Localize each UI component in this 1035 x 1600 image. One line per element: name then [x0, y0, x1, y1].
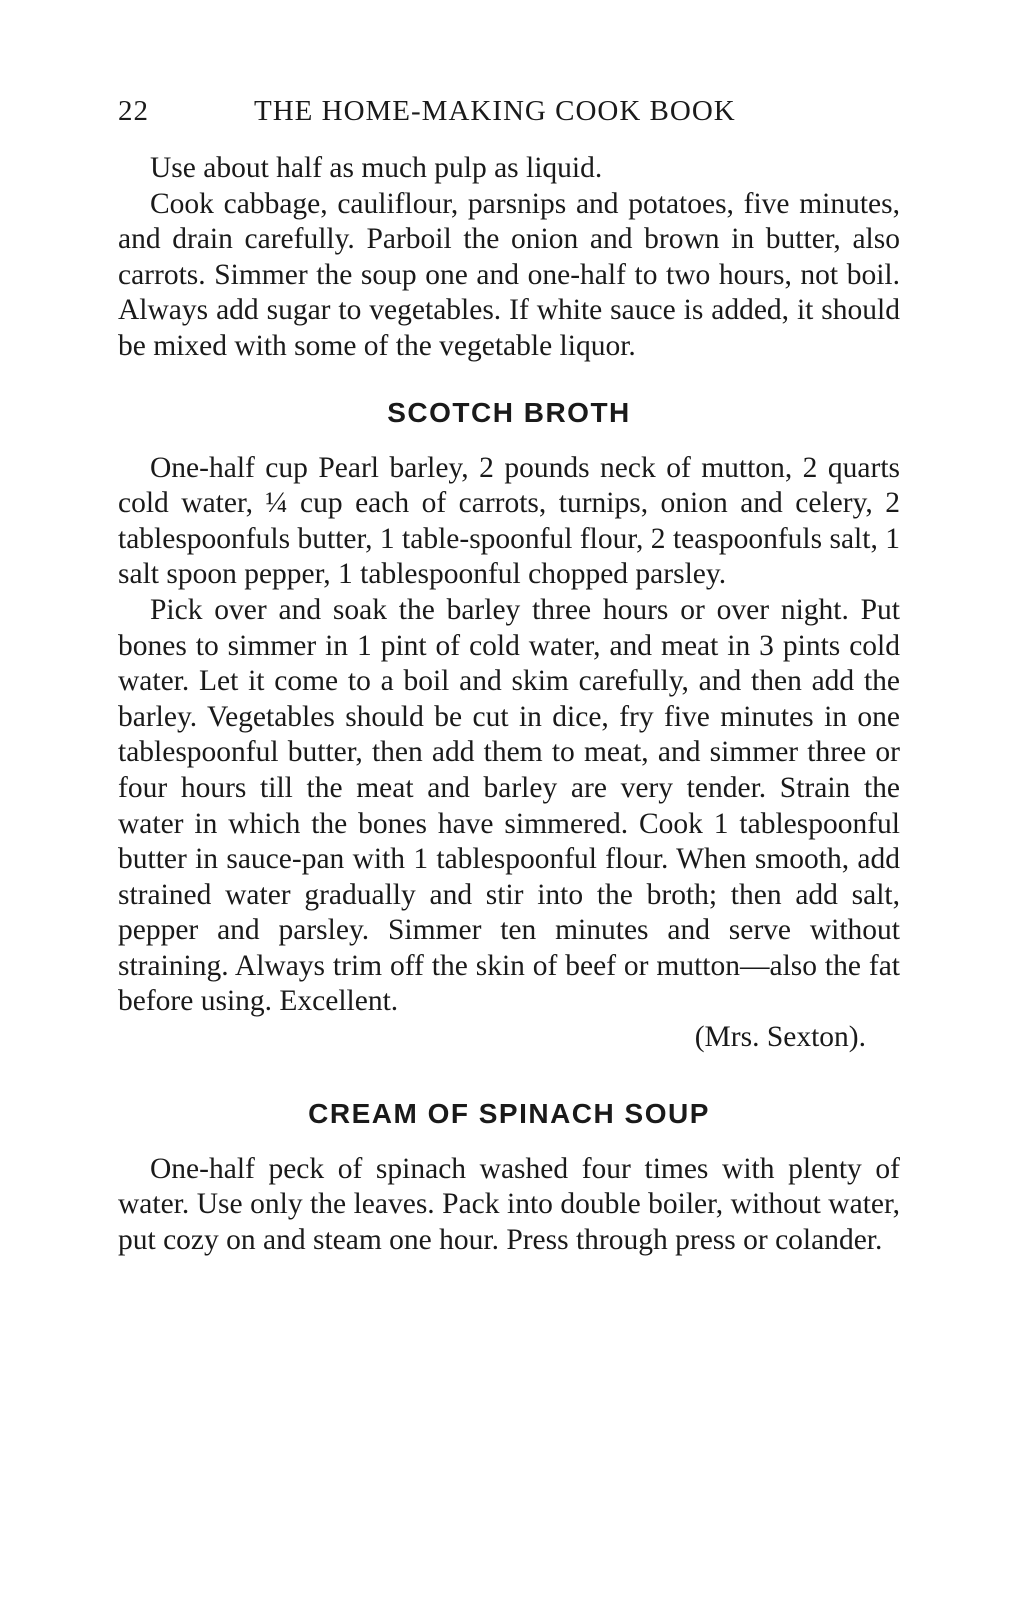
scotch-broth-section: [118, 451, 900, 1056]
scotch-broth-ingredients: One-half cup Pearl barley, 2 pounds neck of mutton, 2 quarts cold water, ¼ cup each of carrots, turnips, onion and celery, 2 tablespoonfuls butter, 1 table-spoonful flour, 2 teaspoonfuls salt, 1 salt spoon pepper, 1 tablespoonful chopped parsley.: [118, 451, 900, 591]
page-number: 22: [118, 95, 149, 127]
recipe-attribution: (Mrs. Sexton).: [694, 1021, 866, 1054]
recipe-title-scotch-broth: SCOTCH BROTH: [387, 396, 631, 428]
intro-paragraph-1: Use about half as much pulp as liquid.: [150, 152, 603, 184]
scotch-broth-instructions: Pick over and soak the barley three hours or over night. Put bones to simmer in 1 pint of cold water, and meat in 3 pints cold water. Let it come to a boil and skim carefully, and then add the barley. Vegetables should be cut in dice, fry five minutes in one tablespoonful butter, then add them to meat, and simmer three or four hours till the meat and barley are very tender. Strain the water in which the bones have simmered. Cook 1 tablespoonful butter in sauce-pan with 1 tablespoonful flour. When smooth, add strained water gradually and stir into the broth; then add salt, pepper and parsley. Simmer ten minutes and serve without straining. Always trim off the skin of beef or mutton—also the fat before using. Excellent.: [118, 593, 900, 1018]
cream-of-spinach-section: [118, 1152, 900, 1259]
book-page: [118, 95, 900, 1258]
intro-section: [118, 151, 900, 365]
cream-of-spinach-paragraph: One-half peck of spinach washed four times with plenty of water. Use only the leaves. Pack into double boiler, without water, put cozy on and steam one hour. Press through press or colander.: [118, 1152, 900, 1256]
recipe-title-cream-of-spinach: CREAM OF SPINACH SOUP: [308, 1097, 710, 1129]
book-title: THE HOME-MAKING COOK BOOK: [254, 95, 736, 127]
running-head: [118, 95, 900, 151]
intro-paragraph-2: Cook cabbage, cauliflour, parsnips and potatoes, five minutes, and drain carefully. Parboil the onion and brown in butter, also carrots. Simmer the soup one and one-half to two hours, not boil. Always add sugar to vegetables. If white sauce is added, it should be mixed with some of the vegetable liquor.: [118, 187, 900, 362]
